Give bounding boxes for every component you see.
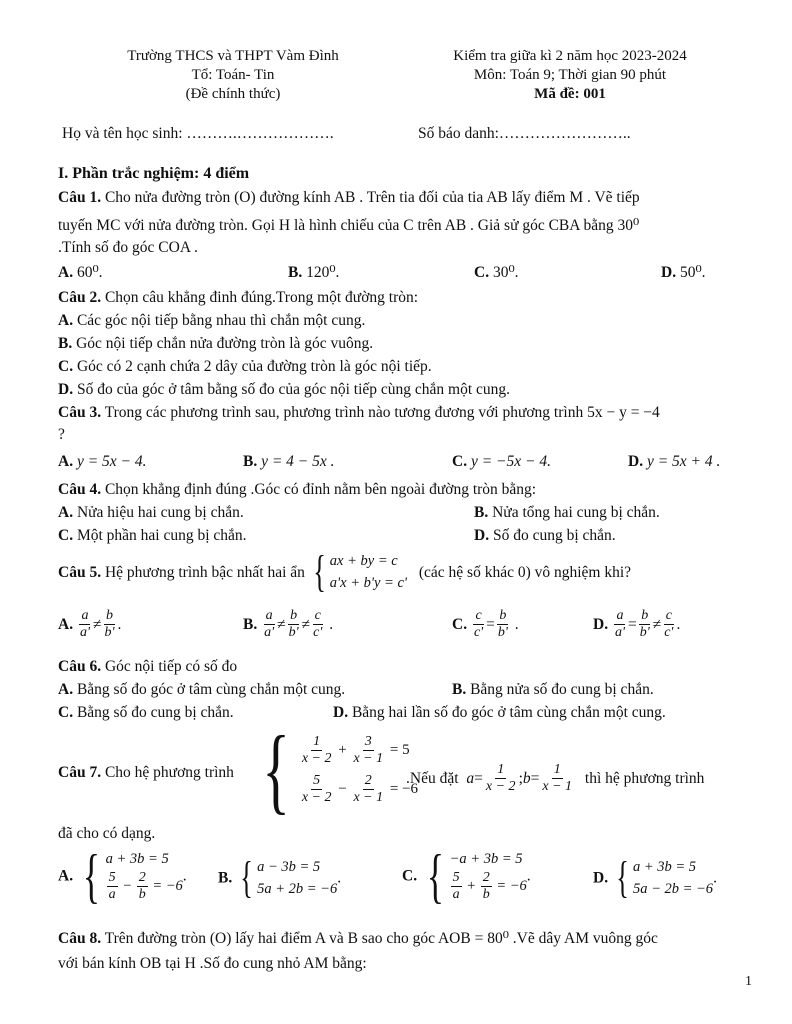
q1-line2: tuyến MC với nửa đường tròn. Gọi H là hình chiếu của C trên AB . Giả sử góc CBA bằng 30⁰ — [58, 217, 640, 234]
q3-option-c[interactable]: C. y = −5x − 4. — [452, 453, 551, 470]
q3-stem: Câu 3. Trong các phương trình sau, phương trình nào tương đương với phương trình 5x − y = −4 — [58, 404, 660, 421]
q7-stem-label: Câu 7. Cho hệ phương trình — [58, 764, 234, 781]
q1-line1: Câu 1. Cho nửa đường tròn (O) đường kính AB . Trên tia đối của tia AB lấy điểm M . Vẽ tiếp — [58, 189, 640, 206]
q1-option-a[interactable]: A. 60⁰. — [58, 264, 103, 281]
section-title: I. Phần trắc nghiệm: 4 điểm — [58, 165, 250, 182]
q8-line1: Câu 8. Trên đường tròn (O) lấy hai điểm A và B sao cho góc AOB = 80⁰ .Vẽ dây AM vuông góc — [58, 930, 658, 947]
q2-stem: Câu 2. Chọn câu khẳng đinh đúng.Trong một đường tròn: — [58, 289, 419, 306]
q5-option-c[interactable]: C. $\frac{c}{c'}$ = $\frac{b}{b'}$ . — [452, 608, 519, 640]
student-name-field: Họ và tên học sinh: ……….………………. — [62, 125, 334, 142]
q4-stem: Câu 4. Chọn khẳng định đúng .Góc có đỉnh nằm bên ngoài đường tròn bằng: — [58, 481, 537, 498]
q2-option-c[interactable]: C. Góc có 2 cạnh chứa 2 dây của đường tròn là góc nội tiếp. — [58, 358, 432, 375]
q6-option-c[interactable]: C. Bằng số đo cung bị chắn. — [58, 704, 234, 721]
q6-option-a[interactable]: A. Bằng số đo góc ở tâm cùng chắn một cung. — [58, 681, 346, 698]
exam-subject: Môn: Toán 9; Thời gian 90 phút — [473, 67, 667, 83]
q3-option-a[interactable]: A. y = 5x − 4. — [58, 453, 147, 470]
q1-option-b[interactable]: B. 120⁰. — [288, 264, 340, 281]
q5-stem: Câu 5. Hệ phương trình bậc nhất hai ẩn { ax + by = c a'x + b'y = c' (các hệ số khác 0) vô nghiệm khi? — [58, 547, 632, 596]
official-label: (Đề chính thức) — [185, 86, 281, 102]
q2-option-d[interactable]: D. Số đo của góc ở tâm bằng số đo của góc nội tiếp cùng chắn một cung. — [58, 381, 511, 398]
q5-option-b[interactable]: B. $\frac{a}{a'}$ ≠ $\frac{b}{b'}$ ≠ $\frac{c}{c'}$ . — [243, 608, 334, 640]
q7-line2: đã cho có dạng. — [58, 825, 156, 842]
group-name: Tổ: Toán- Tin — [191, 67, 275, 83]
q7-substitution: .Nếu đặt a= $\frac{1}{x - 2}$ ;b= $\frac{1}{x - 1}$ thì hệ phương trình — [406, 762, 705, 794]
exam-title: Kiểm tra giữa kì 2 năm học 2023-2024 — [453, 48, 687, 64]
q2-option-a[interactable]: A. Các góc nội tiếp bằng nhau thì chắn một cung. — [58, 312, 366, 329]
q2-option-b[interactable]: B. Góc nội tiếp chắn nửa đường tròn là góc vuông. — [58, 335, 374, 352]
q7-option-a[interactable]: A. { a + 3b = 5 $\frac{5}{a}$ − $\frac{2}{b}$ = −6 . — [58, 843, 187, 909]
q4-option-b[interactable]: B. Nửa tổng hai cung bị chắn. — [474, 504, 660, 521]
q5-system-brace: { — [313, 547, 326, 596]
q7-system: { $\frac{1}{x - 2}$ + $\frac{3}{x - 1}$ = 5 $\frac{5}{x - 2}$ − $\frac{2}{x - 1}$ = −6 — [262, 716, 419, 823]
q3-option-d[interactable]: D. y = 5x + 4 . — [628, 453, 721, 470]
exam-code: Mã đề: 001 — [534, 86, 606, 102]
q3-question-mark: ? — [58, 426, 65, 443]
page-number: 1 — [745, 974, 752, 989]
q5-option-d[interactable]: D. $\frac{a}{a'}$ = $\frac{b}{b'}$ ≠ $\frac{c}{c'}$ . — [593, 608, 681, 640]
q3-option-b[interactable]: B. y = 4 − 5x . — [243, 453, 335, 470]
q6-stem: Câu 6. Góc nội tiếp có số đo — [58, 658, 238, 675]
q4-option-a[interactable]: A. Nửa hiệu hai cung bị chắn. — [58, 504, 244, 521]
q5-system: ax + by = c a'x + b'y = c' — [329, 553, 407, 591]
q4-option-c[interactable]: C. Một phần hai cung bị chắn. — [58, 527, 247, 544]
student-id-field: Số báo danh:…………………….. — [418, 125, 631, 142]
q1-line3: .Tính số đo góc COA . — [58, 239, 198, 256]
q5-option-a[interactable]: A. $\frac{a}{a'}$ ≠ $\frac{b}{b'}$ . — [58, 608, 122, 640]
q1-option-c[interactable]: C. 30⁰. — [474, 264, 519, 281]
q7-option-b[interactable]: B. { a − 3b = 5 5a + 2b = −6 . — [218, 853, 342, 902]
q6-option-d[interactable]: D. Bằng hai lần số đo góc ở tâm cùng chắn một cung. — [333, 704, 666, 721]
q1-option-d[interactable]: D. 50⁰. — [661, 264, 706, 281]
q4-option-d[interactable]: D. Số đo cung bị chắn. — [474, 527, 616, 544]
q7-option-c[interactable]: C. { −a + 3b = 5 $\frac{5}{a}$ + $\frac{2}{b}$ = −6 . — [402, 843, 531, 909]
school-name: Trường THCS và THPT Vàm Đình — [127, 48, 339, 64]
q8-line2: với bán kính OB tại H .Số đo cung nhỏ AM bằng: — [58, 955, 367, 972]
q7-option-d[interactable]: D. { a + 3b = 5 5a − 2b = −6 . — [593, 853, 717, 902]
q6-option-b[interactable]: B. Bằng nửa số đo cung bị chắn. — [452, 681, 654, 698]
